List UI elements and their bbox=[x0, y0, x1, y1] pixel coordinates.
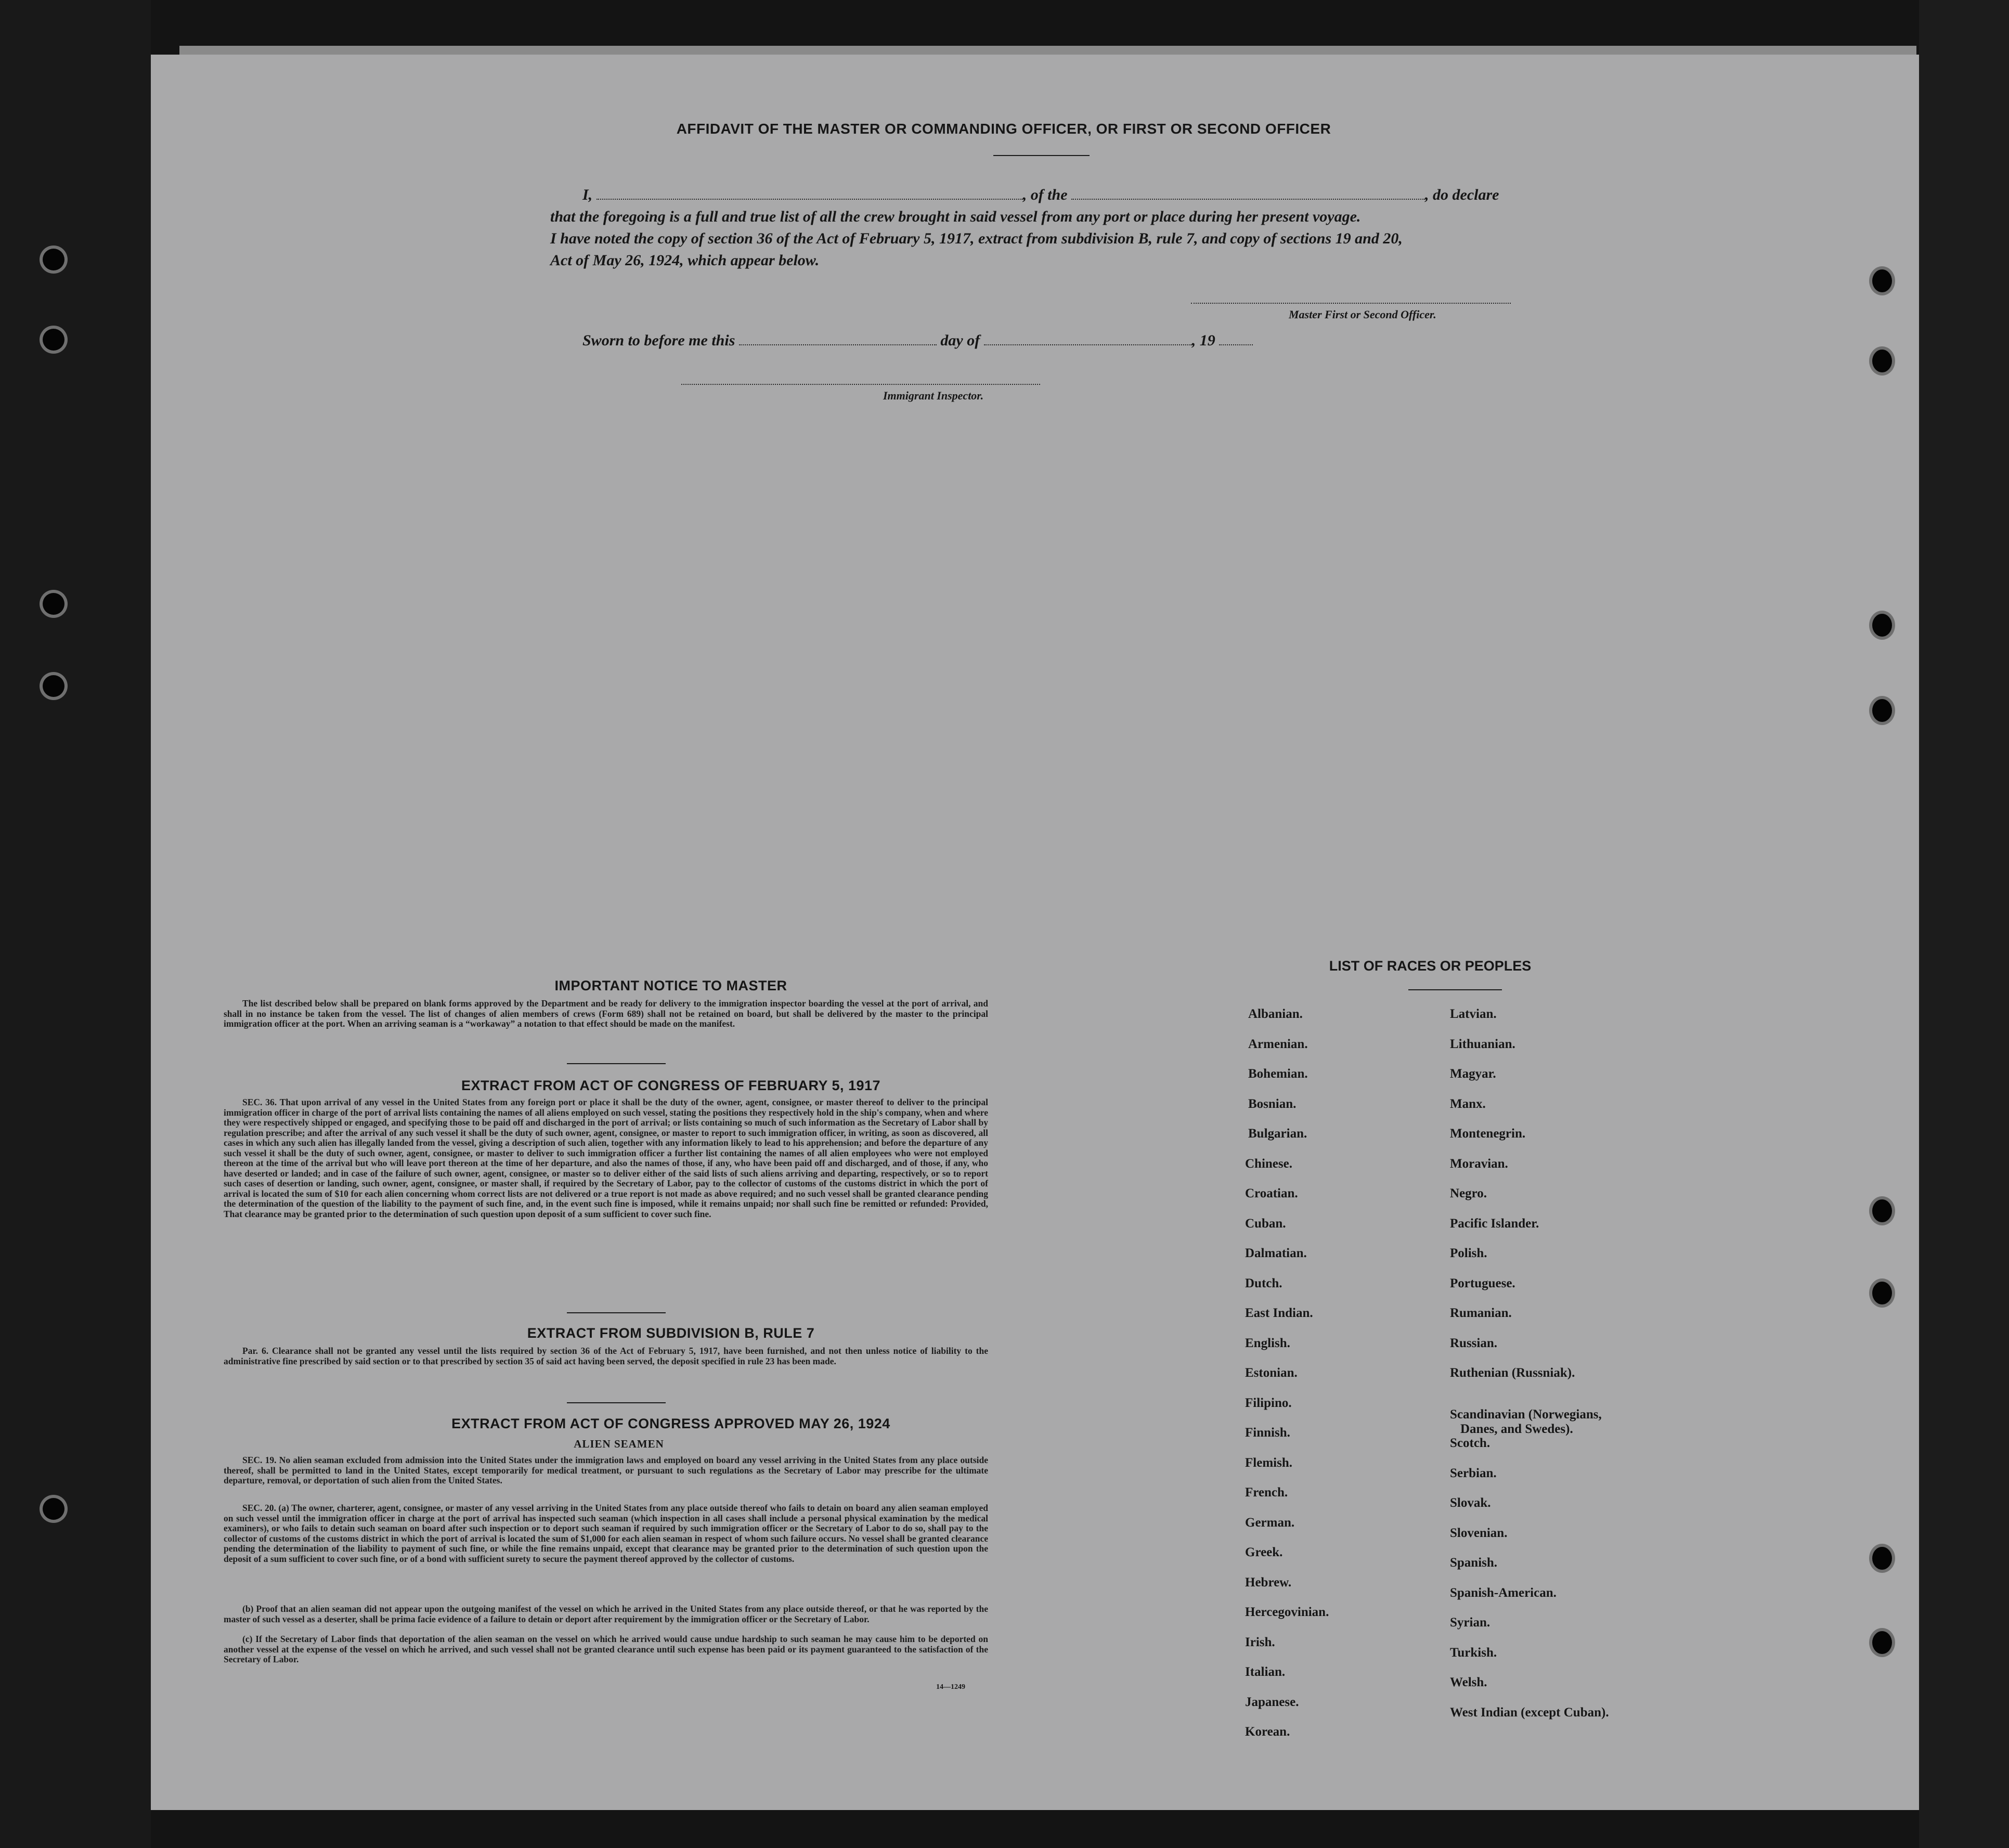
race-item-left: Bosnian. bbox=[1248, 1097, 1297, 1111]
punch-hole-icon bbox=[1872, 699, 1892, 722]
race-item-left: Hebrew. bbox=[1245, 1575, 1292, 1589]
punch-hole-icon bbox=[1872, 614, 1892, 637]
race-item-left: German. bbox=[1245, 1516, 1295, 1530]
race-item-left: Irish. bbox=[1245, 1635, 1275, 1649]
race-item-left: Dalmatian. bbox=[1245, 1246, 1307, 1260]
month-blank bbox=[984, 344, 1192, 345]
notice-divider bbox=[567, 1063, 666, 1064]
race-item-right: Polish. bbox=[1450, 1246, 1487, 1260]
race-item-left: Albanian. bbox=[1248, 1007, 1303, 1021]
races-heading: LIST OF RACES OR PEOPLES bbox=[1329, 958, 1532, 974]
act-1924-heading: EXTRACT FROM ACT OF CONGRESS APPROVED MAY 26, 1924 bbox=[451, 1416, 890, 1431]
race-item-left: Greek. bbox=[1245, 1545, 1283, 1559]
rule-7-heading: EXTRACT FROM SUBDIVISION B, RULE 7 bbox=[527, 1325, 815, 1341]
race-item-left: Italian. bbox=[1245, 1665, 1286, 1679]
race-item-right: Moravian. bbox=[1450, 1157, 1508, 1171]
race-item-right: Ruthenian (Russniak). bbox=[1450, 1366, 1575, 1380]
vessel-blank bbox=[1071, 199, 1425, 200]
affidavit-line-2: that the foregoing is a full and true list of all the crew brought in said vessel from any port or place during her present voyage. bbox=[550, 208, 1361, 225]
form-number: 14—1249 bbox=[936, 1683, 965, 1691]
affidavit-heading-rule bbox=[993, 155, 1090, 156]
race-item-left: French. bbox=[1245, 1485, 1288, 1500]
race-item-right: Rumanian. bbox=[1450, 1306, 1512, 1320]
race-item-right: Syrian. bbox=[1450, 1616, 1490, 1630]
affidavit-declaration-line bbox=[582, 186, 1499, 204]
act-1917-text: SEC. 36. That upon arrival of any vessel in the United States from any foreign port or place it shall be the duty of the owner, agent, consignee, or master thereof to deliver to the principal immigration officer in charge of the port of arrival lists containing the names of all aliens employed on such vessel, stating the positions they respectively hold in the ship's company, when and where they were respectively shipped or engaged, and specifying those to be paid off and discharged in the port of arrival; or lists containing so much of such information as the Secretary of Labor shall by regulation prescribe; and after the arrival of any such vessel it shall be the duty of such owner, agent, consignee, or master to report to such immigration officer, in writing, as soon as discovered, all cases in which any such alien has illegally landed from the vessel, giving a description of such alien, together with any information likely to lead to his apprehension; and before the departure of any such vessel it shall be the duty of such owner, agent, consignee, or master to deliver to such immigration officer a further list containing the names of all alien employees who were not employed thereon at the time of the arrival but who will leave port thereon at the time of her departure, and also the names of those, if any, who have been paid off and discharged, and of those, if any, who have deserted or landed; and in case of the failure of such owner, agent, consignee, or master so to deliver either of the said lists of such aliens arriving and departing, respectively, or so to report such cases of desertion or landing, such owner, agent, consignee, or master shall, if required by the Secretary of Labor, pay to the collector of customs of the customs district in which the port of arrival is located the sum of $10 for each alien concerning whom correct lists are not delivered or a true report is not made as above required; and no such vessel shall be granted clearance pending the determination of the question of the liability to the payment of such fine, and, in the event such fine is imposed, while it remains unpaid; nor shall such fine be remitted or refunded: Provided, That clearance may be granted prior to the determination of such question upon deposit of a sum sufficient to cover such fine. bbox=[224, 1097, 988, 1219]
sworn-prefix: Sworn to before me this bbox=[582, 332, 735, 349]
act-1917-divider bbox=[567, 1312, 666, 1313]
race-item-right: Magyar. bbox=[1450, 1067, 1496, 1081]
year-blank bbox=[1219, 344, 1253, 345]
punch-hole-icon bbox=[43, 593, 64, 615]
race-item-right: Slovenian. bbox=[1450, 1526, 1508, 1540]
name-blank bbox=[597, 199, 1023, 200]
punch-hole-icon bbox=[1872, 1199, 1892, 1222]
inspector-signature-line bbox=[681, 384, 1040, 385]
race-item-left: Bohemian. bbox=[1248, 1067, 1308, 1081]
race-item-right: West Indian (except Cuban). bbox=[1450, 1705, 1609, 1720]
race-item-left: Croatian. bbox=[1245, 1186, 1298, 1200]
rule-7-text: Par. 6. Clearance shall not be granted any vessel until the lists required by section 36 of the Act of February 5, 1917, have been furnished, and not then unless notice of liability to the administrative fine prescribed by said section or to that prescribed by section 35 of said act having been served, the deposit specified in rule 23 has been made. bbox=[224, 1346, 988, 1366]
affidavit-i-label: I, bbox=[582, 186, 593, 203]
sworn-day-label: day of bbox=[940, 332, 980, 349]
race-item-left: Filipino. bbox=[1245, 1396, 1292, 1410]
notice-heading: IMPORTANT NOTICE TO MASTER bbox=[554, 978, 787, 993]
race-item-right: Pacific Islander. bbox=[1450, 1217, 1539, 1231]
punch-hole-icon bbox=[43, 675, 64, 697]
affidavit-heading: AFFIDAVIT OF THE MASTER OR COMMANDING OFFICER, OR FIRST OR SECOND OFFICER bbox=[676, 121, 1331, 137]
race-item-right: Montenegrin. bbox=[1450, 1127, 1526, 1141]
race-item-left: Japanese. bbox=[1245, 1695, 1299, 1709]
race-item-right: Scandinavian (Norwegians, bbox=[1450, 1407, 1602, 1421]
race-item-right: Negro. bbox=[1450, 1186, 1487, 1200]
scan-right-margin bbox=[1919, 0, 2009, 1848]
sworn-year-label: , 19 bbox=[1191, 332, 1215, 349]
punch-hole-icon bbox=[1872, 269, 1892, 292]
race-item-right: Manx. bbox=[1450, 1097, 1486, 1111]
race-item-left: East Indian. bbox=[1245, 1306, 1313, 1320]
race-item-right: Scotch. bbox=[1450, 1436, 1490, 1450]
master-signature-label: Master First or Second Officer. bbox=[1289, 308, 1436, 321]
race-item-left: Estonian. bbox=[1245, 1366, 1298, 1380]
race-item-left: Armenian. bbox=[1248, 1037, 1308, 1051]
notice-text: The list described below shall be prepared on blank forms approved by the Department and be ready for delivery to the immigration inspector boarding the vessel at the port of arrival, and shall in no instance be taken from the vessel. The list of changes of alien members of crews (Form 689) shall not be retained on board, but shall be delivered by the master to the principal immigration officer at the port. When an arriving seaman is a “workaway” a notation to that effect should be made on the manifest. bbox=[224, 998, 988, 1029]
punch-hole-icon bbox=[43, 1498, 64, 1520]
race-item-right: Welsh. bbox=[1450, 1675, 1487, 1689]
race-item-right: Lithuanian. bbox=[1450, 1037, 1515, 1051]
race-item-left: Hercegovinian. bbox=[1245, 1605, 1329, 1619]
affidavit-line-4: Act of May 26, 1924, which appear below. bbox=[550, 252, 820, 269]
race-item-left: Dutch. bbox=[1245, 1276, 1282, 1290]
master-signature-line bbox=[1191, 303, 1511, 304]
race-item-left: Bulgarian. bbox=[1248, 1127, 1307, 1141]
section-20a-text: SEC. 20. (a) The owner, charterer, agent, consignee, or master of any vessel arriving in the United States from any place outside thereof who fails to detain on board any alien seaman employed on such vessel until the immigration officer in charge at the port of arrival has inspected such seaman (which inspection in all cases shall include a personal physical examination by the medical examiners), or who fails to detain such seaman on board after such inspection or to deport such seaman if required by such immigration officer or the Secretary of Labor to do so, shall pay to the collector of customs of the customs district in which the port of arrival is located the sum of $1,000 for each alien seaman in respect of whom such failure occurs. No vessel shall be granted clearance pending the determination of the liability to payment of such fine, or while the fine remains unpaid, except that clearance may be granted prior to the determination of such question upon the deposit of a sum sufficient to cover such fine, or of a bond with sufficient surety to secure the payment thereof approved by the collector of customs. bbox=[224, 1503, 988, 1564]
punch-hole-icon bbox=[1872, 1547, 1892, 1570]
race-item-right: Latvian. bbox=[1450, 1007, 1497, 1021]
rule-7-divider bbox=[567, 1402, 666, 1403]
race-item-right: Turkish. bbox=[1450, 1646, 1497, 1660]
race-item-left: Cuban. bbox=[1245, 1217, 1286, 1231]
inspector-signature-label: Immigrant Inspector. bbox=[883, 389, 984, 402]
section-19-text: SEC. 19. No alien seaman excluded from admission into the United States under the immigration laws and employed on board any vessel arriving in the United States from any place outside thereof, shall be permitted to land in the United States, except temporarily for medical treatment, or pursuant to such regulations as the Secretary of Labor may prescribe for the ultimate departure, removal, or deportation of such alien from the United States. bbox=[224, 1455, 988, 1485]
race-item-left: Flemish. bbox=[1245, 1456, 1292, 1470]
day-blank bbox=[739, 344, 937, 345]
race-item-right: Slovak. bbox=[1450, 1496, 1491, 1510]
section-20c-text: (c) If the Secretary of Labor finds that deportation of the alien seaman on the vessel on which he arrived would cause undue hardship to such seaman he may cause him to be deported on another vessel at the expense of the vessel on which he arrived, and such vessel shall not be granted clearance until such expense has been paid or its payment guaranteed to the satisfaction of the Secretary of Labor. bbox=[224, 1634, 988, 1664]
punch-hole-icon bbox=[1872, 1282, 1892, 1304]
section-20b-text: (b) Proof that an alien seaman did not appear upon the outgoing manifest of the vessel on which he arrived in the United States from any place outside thereof, or that he was reported by the master of such vessel as a deserter, shall be prima facie evidence of a failure to detain or deport after requirement by the immigration officer or the Secretary of Labor. bbox=[224, 1604, 988, 1624]
affidavit-line-3: I have noted the copy of section 36 of the Act of February 5, 1917, extract from subdivision B, rule 7, and copy of sections 19 and 20, bbox=[550, 230, 1403, 247]
punch-hole-icon bbox=[43, 249, 64, 270]
race-item-right: Portuguese. bbox=[1450, 1276, 1515, 1290]
scan-left-margin bbox=[0, 0, 151, 1848]
sworn-line bbox=[582, 332, 1253, 350]
race-item-left: Chinese. bbox=[1245, 1157, 1292, 1171]
race-item-left: Finnish. bbox=[1245, 1426, 1290, 1440]
race-item-right: Danes, and Swedes). bbox=[1460, 1422, 1573, 1436]
race-item-right: Spanish-American. bbox=[1450, 1586, 1557, 1600]
race-item-right: Russian. bbox=[1450, 1336, 1498, 1350]
race-item-right: Spanish. bbox=[1450, 1556, 1498, 1570]
act-1917-heading: EXTRACT FROM ACT OF CONGRESS OF FEBRUARY 5, 1917 bbox=[461, 1078, 881, 1093]
alien-seamen-subheading: ALIEN SEAMEN bbox=[574, 1438, 664, 1450]
punch-hole-icon bbox=[43, 329, 64, 351]
race-item-left: Korean. bbox=[1245, 1725, 1290, 1739]
race-item-right: Serbian. bbox=[1450, 1466, 1497, 1480]
affidavit-of-the-label: , of the bbox=[1022, 186, 1068, 203]
affidavit-declare-label: , do declare bbox=[1425, 186, 1499, 203]
punch-hole-icon bbox=[1872, 350, 1892, 372]
races-heading-rule bbox=[1408, 989, 1502, 990]
race-item-left: English. bbox=[1245, 1336, 1290, 1350]
punch-hole-icon bbox=[1872, 1631, 1892, 1654]
